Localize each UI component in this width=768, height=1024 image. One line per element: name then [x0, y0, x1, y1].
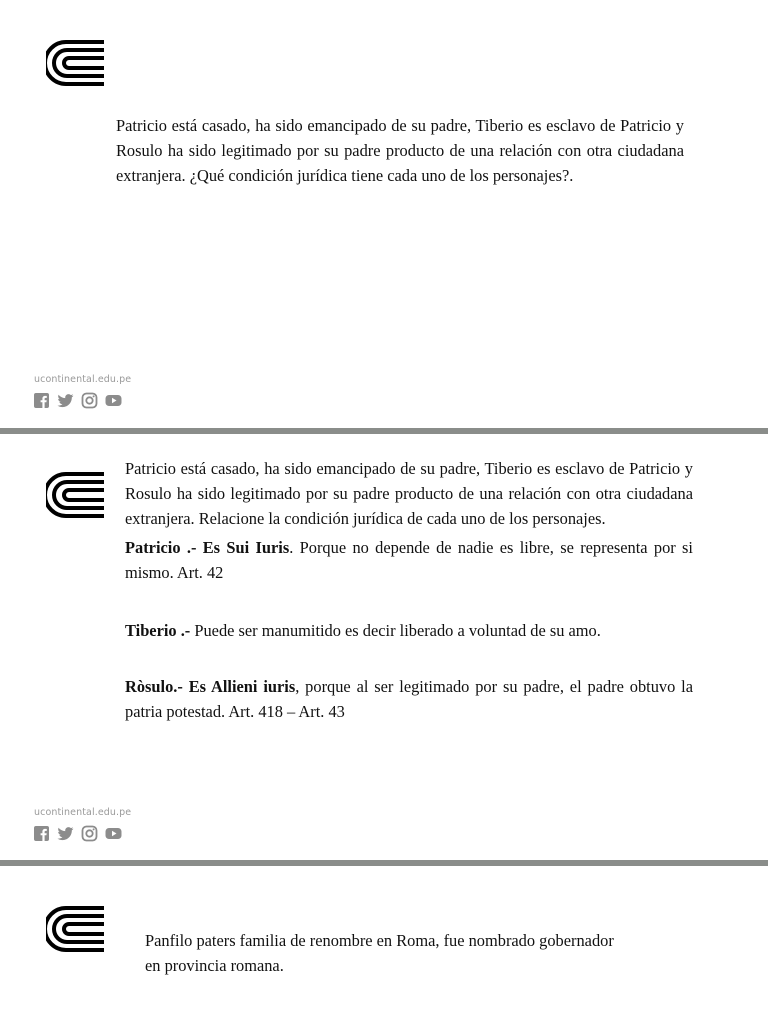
- answer-status: Es Allieni iuris: [188, 677, 296, 696]
- youtube-icon[interactable]: [105, 392, 122, 409]
- question-text: [145, 928, 625, 978]
- answer-text: , porque al ser legitimado por su padre, el padre obtuvo la patria potestad. Art. 418 – Art. 43: [125, 677, 694, 721]
- question-paragraph: Patricio está casado, ha sido emancipado de su padre, Tiberio es esclavo de Patricio y Rosulo ha sido legitimado por su padre producto de una relación con otra ciudadana extranjera. Relacione la condición jurídica de cada uno de los personajes.: [125, 459, 693, 528]
- answer-rosulo: [125, 674, 693, 724]
- facebook-icon[interactable]: [33, 825, 50, 842]
- social-icons: [33, 392, 131, 409]
- footer-url[interactable]: ucontinental.edu.pe: [34, 807, 132, 818]
- instagram-icon[interactable]: [81, 825, 98, 842]
- answer-tiberio: [125, 618, 693, 643]
- answer-patricio: [125, 535, 693, 585]
- answer-status: Es Sui Iuris: [202, 538, 290, 557]
- social-icons: [33, 825, 131, 842]
- facebook-icon[interactable]: [33, 392, 50, 409]
- footer-url[interactable]: ucontinental.edu.pe: [34, 374, 132, 385]
- youtube-icon[interactable]: [105, 825, 122, 842]
- question-paragraph: Panfilo paters familia de renombre en Roma, fue nombrado gobernador en provincia romana.: [145, 931, 614, 975]
- twitter-icon[interactable]: [57, 825, 74, 842]
- ucontinental-logo-icon: [46, 906, 106, 952]
- answer-name: Patricio .-: [125, 538, 203, 557]
- answer-name: Ròsulo.-: [125, 677, 189, 696]
- answer-text: Puede ser manumitido es decir liberado a voluntad de su amo.: [194, 621, 601, 640]
- question-paragraph: Patricio está casado, ha sido emancipado de su padre, Tiberio es esclavo de Patricio y Rosulo ha sido legitimado por su padre producto de una relación con otra ciudadana extranjera. ¿Qué condición jurídica tiene cada uno de los personajes?.: [116, 116, 684, 185]
- ucontinental-logo-icon: [46, 472, 106, 518]
- slide-1: [0, 0, 768, 428]
- slide-3: [0, 866, 768, 1024]
- footer: [33, 374, 131, 409]
- slide-2: [0, 434, 768, 860]
- instagram-icon[interactable]: [81, 392, 98, 409]
- question-text: [116, 113, 684, 188]
- question-and-answers: [125, 456, 693, 724]
- answer-text: . Porque no depende de nadie es libre, se representa por si mismo. Art. 42: [125, 538, 693, 582]
- twitter-icon[interactable]: [57, 392, 74, 409]
- answer-name: Tiberio .-: [125, 621, 195, 640]
- footer: [33, 807, 131, 842]
- ucontinental-logo-icon: [46, 40, 106, 86]
